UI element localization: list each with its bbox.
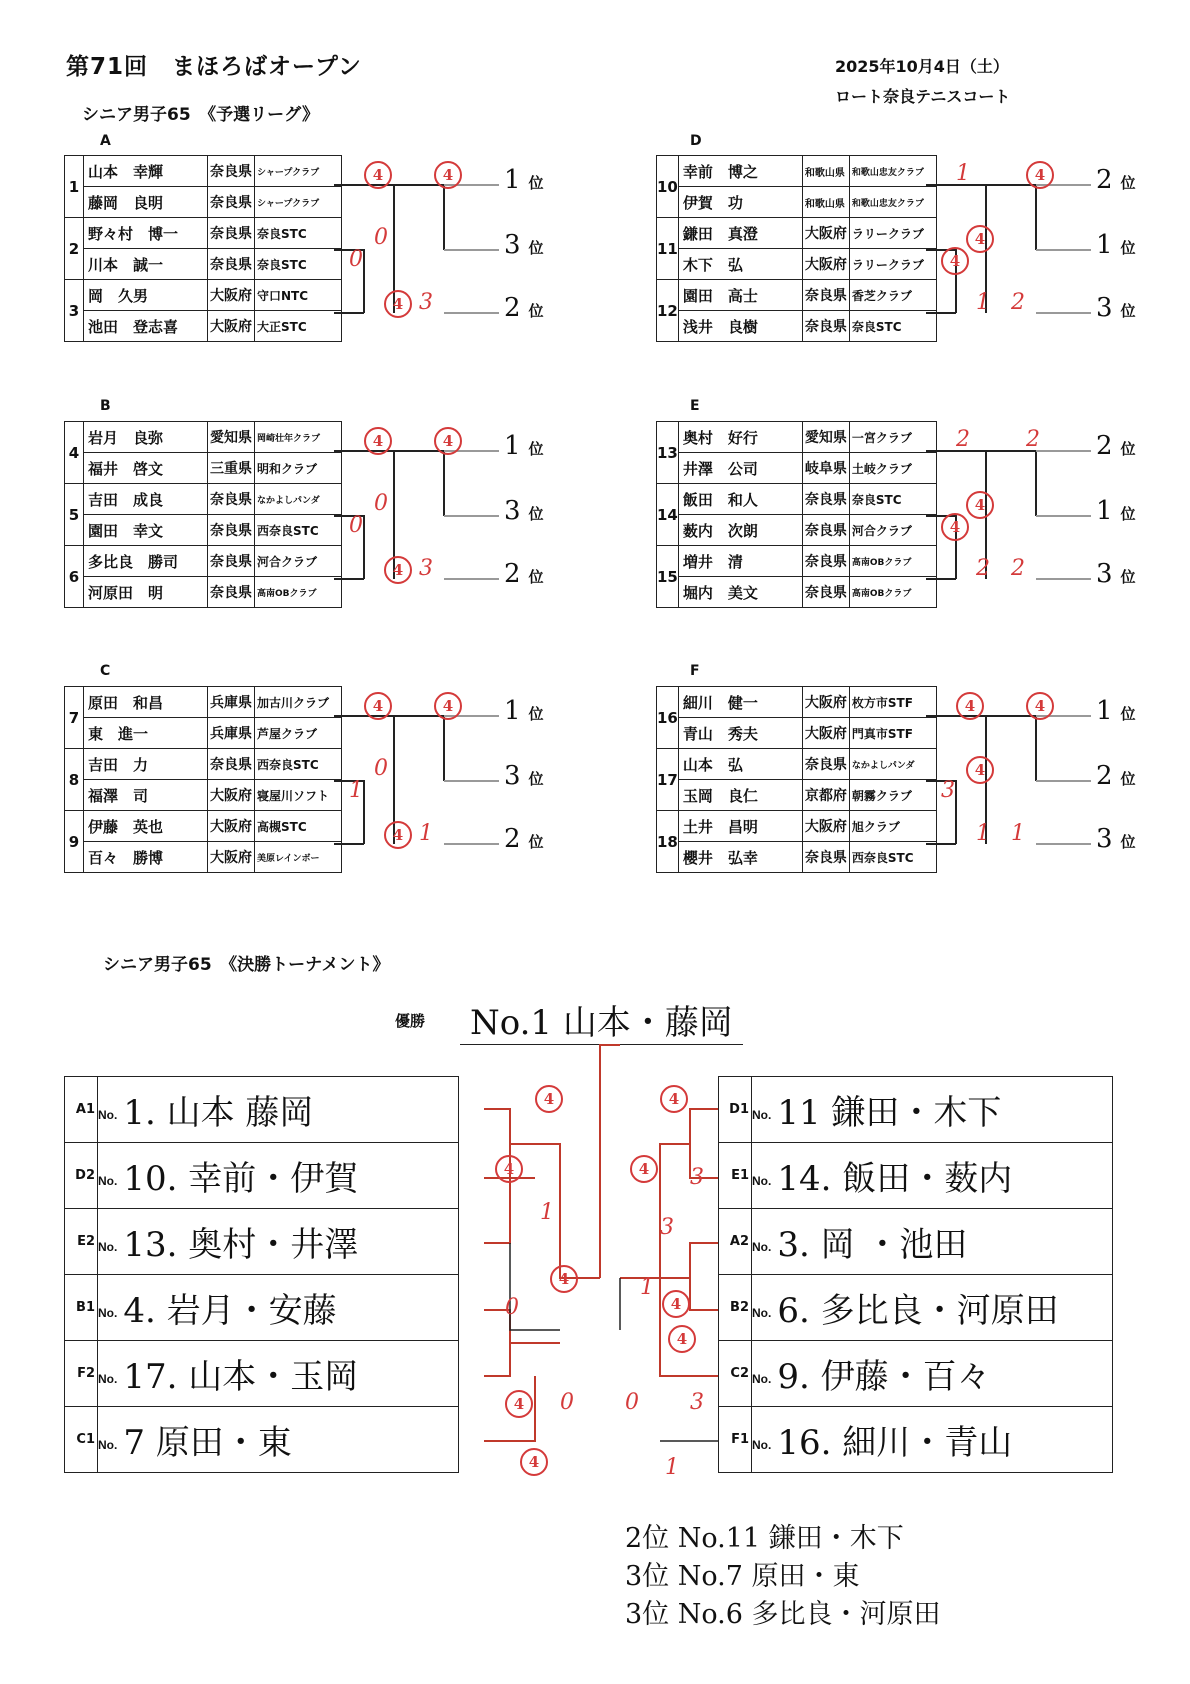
rank-suffix: 位 (1120, 568, 1136, 586)
seed-label: B1 (65, 1275, 98, 1341)
score-mark: 2 (956, 427, 970, 452)
no-label: No. (98, 1372, 118, 1386)
score-mark: 4 (364, 692, 392, 720)
player-prefecture: 大阪府 (208, 280, 255, 311)
seed-label: D1 (719, 1077, 752, 1143)
score-mark: 3 (419, 556, 433, 581)
no-label: No. (98, 1438, 118, 1452)
player-club: 奈良STC (849, 484, 936, 515)
score-mark: 0 (374, 225, 388, 250)
pair-names: 4. 岩月・安藤 (123, 1291, 337, 1331)
seed-label: B2 (719, 1275, 752, 1341)
player-prefecture: 奈良県 (208, 156, 255, 187)
team-number: 1 (65, 156, 84, 218)
player-club: 岡崎壮年クラブ (255, 422, 342, 453)
player-name: 園田 高士 (678, 280, 802, 311)
player-prefecture: 奈良県 (208, 749, 255, 780)
player-prefecture: 大阪府 (208, 311, 255, 342)
team-number: 2 (65, 218, 84, 280)
player-name: 奥村 好行 (678, 422, 802, 453)
player-club: 和歌山忠友クラブ (849, 156, 936, 187)
player-prefecture: 大阪府 (802, 687, 849, 718)
player-club: 大正STC (255, 311, 342, 342)
player-name: 河原田 明 (84, 577, 208, 608)
player-prefecture: 奈良県 (802, 749, 849, 780)
player-club: 高槻STC (255, 811, 342, 842)
player-name: 櫻井 弘幸 (678, 842, 802, 873)
player-prefecture: 京都府 (802, 780, 849, 811)
rank-suffix: 位 (1120, 833, 1136, 851)
player-name: 百々 勝博 (84, 842, 208, 873)
player-name: 伊賀 功 (678, 187, 802, 218)
rank-value: 3 (504, 496, 521, 526)
pair-names: 11 鎌田・木下 (777, 1093, 1002, 1133)
score-mark: 1 (976, 290, 990, 315)
no-label: No. (752, 1372, 772, 1386)
player-club: 門真市STF (849, 718, 936, 749)
pair-names: 9. 伊藤・百々 (777, 1357, 991, 1397)
player-prefecture: 奈良県 (802, 280, 849, 311)
rank-suffix: 位 (1120, 440, 1136, 458)
no-label: No. (98, 1108, 118, 1122)
placing-3rd-b: 3位 No.6 多比良・河原田 (625, 1599, 941, 1630)
seed-label: E1 (719, 1143, 752, 1209)
player-club: 奈良STC (255, 218, 342, 249)
player-prefecture: 三重県 (208, 453, 255, 484)
score-mark: 2 (976, 556, 990, 581)
seed-label: D2 (65, 1143, 98, 1209)
rank-suffix: 位 (1120, 770, 1136, 788)
score-mark: 4 (941, 513, 969, 541)
score-mark: 4 (1026, 161, 1054, 189)
score-mark: 1 (1011, 821, 1025, 846)
player-name: 園田 幸文 (84, 515, 208, 546)
player-name: 土井 昌明 (678, 811, 802, 842)
score-mark: 4 (434, 161, 462, 189)
rank-suffix: 位 (528, 239, 544, 257)
player-club: 和歌山忠友クラブ (849, 187, 936, 218)
pair-names: 13. 奥村・井澤 (123, 1225, 359, 1265)
player-club: ラリークラブ (849, 249, 936, 280)
team-number: 4 (65, 422, 84, 484)
player-name: 山本 弘 (678, 749, 802, 780)
score-mark: 3 (941, 778, 955, 803)
score-mark: 4 (434, 427, 462, 455)
player-name: 玉岡 良仁 (678, 780, 802, 811)
player-club: 河合クラブ (849, 515, 936, 546)
score-mark: 4 (966, 225, 994, 253)
rank-suffix: 位 (528, 833, 544, 851)
winner-value: No.1 山本・藤岡 (460, 995, 743, 1045)
event-date: 2025年10月4日（土） (835, 57, 1009, 76)
player-prefecture: 和歌山県 (802, 156, 849, 187)
knockout-title: シニア男子65 《決勝トーナメント》 (103, 955, 390, 975)
player-name: 幸前 博之 (678, 156, 802, 187)
team-number: 15 (657, 546, 679, 608)
placing-2nd: 2位 No.11 鎌田・木下 (625, 1523, 904, 1554)
seed-label: A2 (719, 1209, 752, 1275)
player-prefecture: 奈良県 (802, 311, 849, 342)
player-club: 加古川クラブ (255, 687, 342, 718)
group-label: D (690, 133, 702, 149)
player-prefecture: 奈良県 (208, 249, 255, 280)
player-name: 福井 啓文 (84, 453, 208, 484)
score-mark: 4 (364, 427, 392, 455)
player-club: 高南OBクラブ (849, 546, 936, 577)
team-number: 5 (65, 484, 84, 546)
player-club: 朝霧クラブ (849, 780, 936, 811)
player-club: 一宮クラブ (849, 422, 936, 453)
rank-suffix: 位 (1120, 302, 1136, 320)
rank-suffix: 位 (1120, 505, 1136, 523)
score-mark: 4 (384, 290, 412, 318)
rank-value: 2 (504, 293, 521, 323)
player-club: なかよしパンダ (255, 484, 342, 515)
event-venue: ロート奈良テニスコート (835, 87, 1011, 106)
rank-value: 1 (504, 696, 521, 726)
player-name: 鎌田 真澄 (678, 218, 802, 249)
group-label: E (690, 398, 700, 414)
seed-label: C1 (65, 1407, 98, 1473)
player-prefecture: 奈良県 (802, 546, 849, 577)
player-club: 高南OBクラブ (255, 577, 342, 608)
player-name: 薮内 次朗 (678, 515, 802, 546)
final-placings (625, 1520, 941, 1634)
player-club: 枚方市STF (849, 687, 936, 718)
rank-value: 3 (504, 761, 521, 791)
player-name: 原田 和昌 (84, 687, 208, 718)
player-name: 細川 健一 (678, 687, 802, 718)
score-mark: 4 (966, 491, 994, 519)
player-club: 香芝クラブ (849, 280, 936, 311)
pair-names: 14. 飯田・薮内 (777, 1159, 1013, 1199)
player-club: 旭クラブ (849, 811, 936, 842)
player-prefecture: 奈良県 (208, 577, 255, 608)
player-name: 池田 登志喜 (84, 311, 208, 342)
player-club: 西奈良STC (255, 515, 342, 546)
score-mark: 4 (434, 692, 462, 720)
player-name: 浅井 良樹 (678, 311, 802, 342)
rank-suffix: 位 (1120, 705, 1136, 723)
group-label: C (100, 663, 111, 679)
seed-label: F1 (719, 1407, 752, 1473)
player-prefecture: 奈良県 (208, 515, 255, 546)
group-label: F (690, 663, 700, 679)
placing-3rd-a: 3位 No.7 原田・東 (625, 1561, 860, 1592)
team-number: 17 (657, 749, 679, 811)
team-number: 11 (657, 218, 679, 280)
team-number: 13 (657, 422, 679, 484)
player-name: 野々村 博一 (84, 218, 208, 249)
rank-value: 3 (1096, 559, 1113, 589)
rank-value: 2 (504, 824, 521, 854)
player-name: 青山 秀夫 (678, 718, 802, 749)
rank-value: 2 (1096, 431, 1113, 461)
rank-value: 3 (1096, 293, 1113, 323)
seed-label: E2 (65, 1209, 98, 1275)
player-club: シャープクラブ (255, 187, 342, 218)
player-name: 吉田 力 (84, 749, 208, 780)
player-name: 木下 弘 (678, 249, 802, 280)
player-name: 吉田 成良 (84, 484, 208, 515)
score-mark: 1 (349, 778, 363, 803)
rank-value: 3 (1096, 824, 1113, 854)
rank-value: 1 (1096, 496, 1113, 526)
rank-value: 3 (504, 230, 521, 260)
player-prefecture: 奈良県 (802, 515, 849, 546)
player-prefecture: 和歌山県 (802, 187, 849, 218)
player-club: ラリークラブ (849, 218, 936, 249)
player-prefecture: 奈良県 (802, 842, 849, 873)
team-number: 18 (657, 811, 679, 873)
no-label: No. (752, 1108, 772, 1122)
score-mark: 1 (419, 821, 433, 846)
player-prefecture: 奈良県 (208, 187, 255, 218)
score-mark: 4 (1026, 692, 1054, 720)
score-mark: 2 (1011, 556, 1025, 581)
player-name: 増井 清 (678, 546, 802, 577)
seed-label: C2 (719, 1341, 752, 1407)
player-name: 福澤 司 (84, 780, 208, 811)
score-mark: 3 (419, 290, 433, 315)
player-club: 高南OBクラブ (849, 577, 936, 608)
rank-value: 2 (504, 559, 521, 589)
rank-value: 1 (1096, 696, 1113, 726)
score-mark: 2 (1026, 427, 1040, 452)
player-prefecture: 大阪府 (208, 780, 255, 811)
pair-names: 6. 多比良・河原田 (777, 1291, 1059, 1331)
player-name: 多比良 勝司 (84, 546, 208, 577)
rank-suffix: 位 (528, 505, 544, 523)
player-name: 山本 幸輝 (84, 156, 208, 187)
pair-names: 17. 山本・玉岡 (123, 1357, 359, 1397)
score-mark: 0 (374, 756, 388, 781)
player-club: 寝屋川ソフト (255, 780, 342, 811)
rank-suffix: 位 (528, 440, 544, 458)
player-prefecture: 奈良県 (208, 484, 255, 515)
player-prefecture: 奈良県 (802, 484, 849, 515)
player-club: 土岐クラブ (849, 453, 936, 484)
player-prefecture: 兵庫県 (208, 687, 255, 718)
no-label: No. (752, 1240, 772, 1254)
score-mark: 1 (956, 161, 970, 186)
player-club: 守口NTC (255, 280, 342, 311)
player-club: 美原レインボー (255, 842, 342, 873)
player-prefecture: 大阪府 (802, 811, 849, 842)
score-mark: 0 (349, 247, 363, 272)
rank-suffix: 位 (1120, 174, 1136, 192)
player-name: 伊藤 英也 (84, 811, 208, 842)
player-name: 川本 誠一 (84, 249, 208, 280)
rank-value: 2 (1096, 165, 1113, 195)
no-label: No. (752, 1306, 772, 1320)
player-prefecture: 大阪府 (208, 811, 255, 842)
player-prefecture: 大阪府 (802, 249, 849, 280)
team-number: 10 (657, 156, 679, 218)
pair-names: 10. 幸前・伊賀 (123, 1159, 359, 1199)
rank-value: 1 (504, 431, 521, 461)
player-name: 岡 久男 (84, 280, 208, 311)
team-number: 14 (657, 484, 679, 546)
team-number: 16 (657, 687, 679, 749)
winner-label: 優勝 (395, 1012, 426, 1030)
score-mark: 4 (956, 692, 984, 720)
player-prefecture: 大阪府 (208, 842, 255, 873)
player-club: 河合クラブ (255, 546, 342, 577)
player-name: 飯田 和人 (678, 484, 802, 515)
player-club: 奈良STC (849, 311, 936, 342)
rank-suffix: 位 (528, 174, 544, 192)
player-club: 西奈良STC (255, 749, 342, 780)
pair-names: 1. 山本 藤岡 (123, 1093, 314, 1133)
player-prefecture: 奈良県 (802, 577, 849, 608)
player-name: 岩月 良弥 (84, 422, 208, 453)
player-prefecture: 大阪府 (802, 218, 849, 249)
team-number: 7 (65, 687, 84, 749)
player-club: 明和クラブ (255, 453, 342, 484)
score-mark: 0 (349, 513, 363, 538)
seed-label: F2 (65, 1341, 98, 1407)
player-prefecture: 兵庫県 (208, 718, 255, 749)
player-prefecture: 奈良県 (208, 218, 255, 249)
score-mark: 1 (976, 821, 990, 846)
group-label: B (100, 398, 111, 414)
player-name: 藤岡 良明 (84, 187, 208, 218)
player-club: 西奈良STC (849, 842, 936, 873)
score-mark: 4 (364, 161, 392, 189)
player-name: 堀内 美文 (678, 577, 802, 608)
player-club: シャープクラブ (255, 156, 342, 187)
seed-label: A1 (65, 1077, 98, 1143)
rank-suffix: 位 (1120, 239, 1136, 257)
no-label: No. (98, 1240, 118, 1254)
rank-suffix: 位 (528, 770, 544, 788)
player-prefecture: 愛知県 (802, 422, 849, 453)
player-club: なかよしパンダ (849, 749, 936, 780)
score-mark: 0 (374, 491, 388, 516)
rank-value: 1 (1096, 230, 1113, 260)
rank-suffix: 位 (528, 705, 544, 723)
player-club: 芦屋クラブ (255, 718, 342, 749)
page-title: 第71回 まほろばオープン (66, 54, 362, 80)
no-label: No. (752, 1174, 772, 1188)
rank-suffix: 位 (528, 568, 544, 586)
score-mark: 4 (941, 247, 969, 275)
player-prefecture: 岐阜県 (802, 453, 849, 484)
player-name: 井澤 公司 (678, 453, 802, 484)
no-label: No. (98, 1306, 118, 1320)
team-number: 12 (657, 280, 679, 342)
team-number: 8 (65, 749, 84, 811)
player-club: 奈良STC (255, 249, 342, 280)
rank-suffix: 位 (528, 302, 544, 320)
player-prefecture: 奈良県 (208, 546, 255, 577)
team-number: 6 (65, 546, 84, 608)
player-prefecture: 愛知県 (208, 422, 255, 453)
pair-names: 16. 細川・青山 (777, 1423, 1013, 1463)
score-mark: 2 (1011, 290, 1025, 315)
rank-value: 1 (504, 165, 521, 195)
pair-names: 7 原田・東 (123, 1423, 292, 1463)
rank-value: 2 (1096, 761, 1113, 791)
league-subtitle: シニア男子65 《予選リーグ》 (82, 105, 320, 125)
player-prefecture: 大阪府 (802, 718, 849, 749)
score-mark: 4 (384, 821, 412, 849)
team-number: 9 (65, 811, 84, 873)
group-label: A (100, 133, 111, 149)
no-label: No. (98, 1174, 118, 1188)
pair-names: 3. 岡 ・池田 (777, 1225, 968, 1265)
score-mark: 4 (966, 756, 994, 784)
no-label: No. (752, 1438, 772, 1452)
score-mark: 4 (384, 556, 412, 584)
player-name: 東 進一 (84, 718, 208, 749)
team-number: 3 (65, 280, 84, 342)
